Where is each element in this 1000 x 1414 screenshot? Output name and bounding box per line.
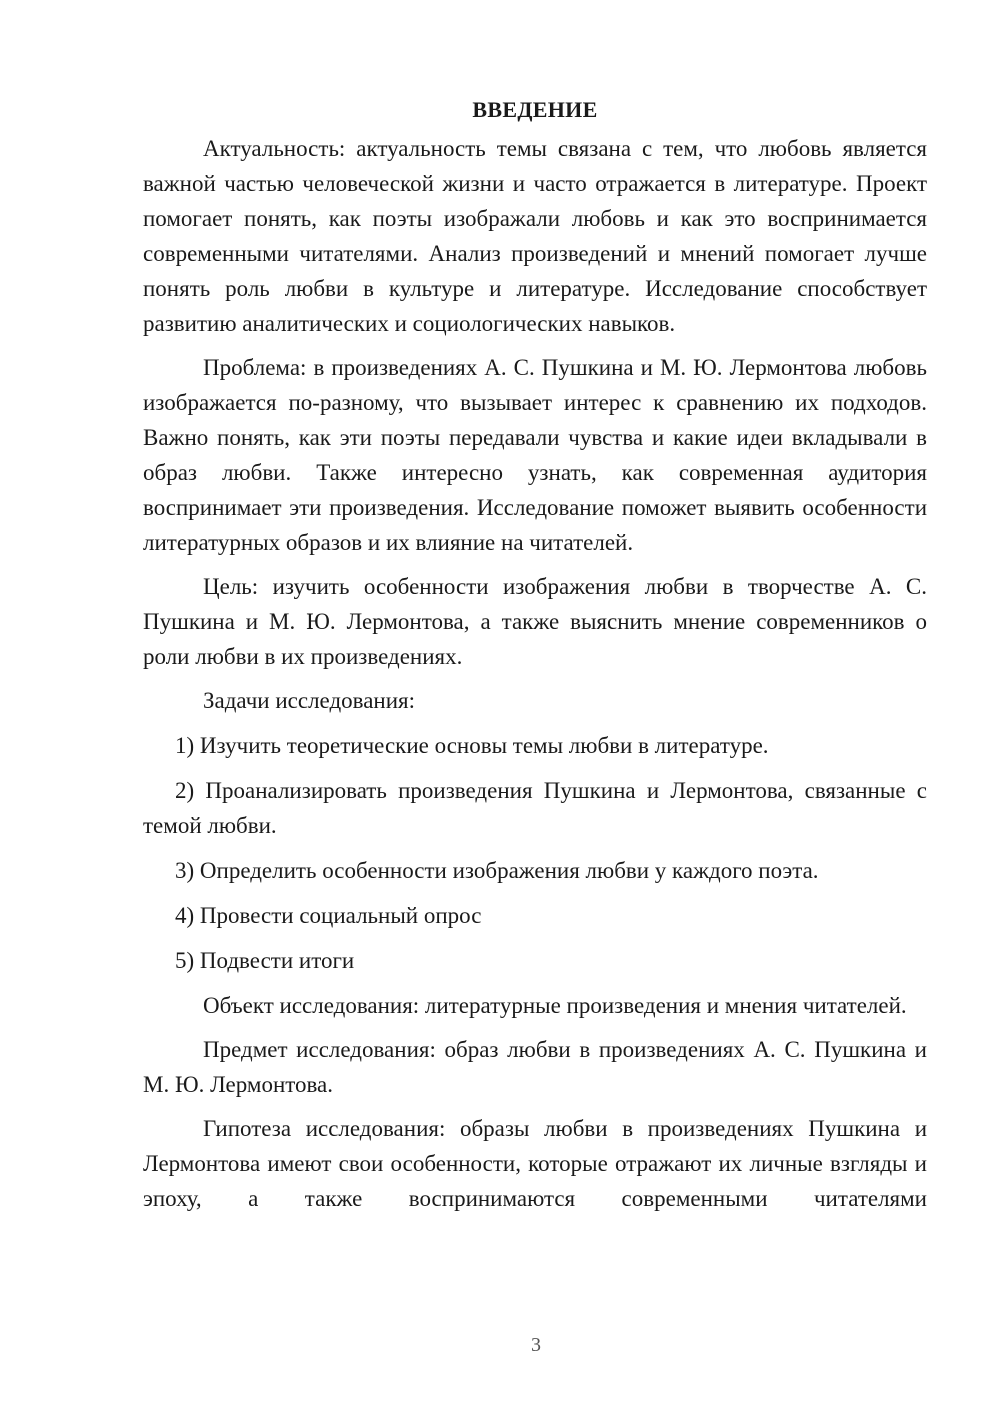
task-item: 3) Определить особенности изображения любви у каждого поэта. bbox=[175, 858, 819, 883]
relevance-paragraph: Актуальность: актуальность темы связана с тем, что любовь является важной частью человеческой жизни и часто отражается в литературе. Проект помогает понять, как поэты изображали любовь и как это воспринимается современными читателями. Анализ произведений и мнений помогает лучше понять роль любви в культуре и литературе. Исследование способствует развитию аналитических и социологических навыков. bbox=[143, 136, 927, 336]
tasks-list bbox=[143, 728, 927, 978]
goal-paragraph: Цель: изучить особенности изображения любви в творчестве А. С. Пушкина и М. Ю. Лермонтова, а также выяснить мнение современников о роли любви в их произведениях. bbox=[143, 574, 927, 669]
task-item: 5) Подвести итоги bbox=[175, 948, 355, 973]
task-item: 4) Провести социальный опрос bbox=[175, 903, 482, 928]
object-paragraph: Объект исследования: литературные произведения и мнения читателей. bbox=[203, 993, 907, 1018]
problem-paragraph: Проблема: в произведениях А. С. Пушкина и М. Ю. Лермонтова любовь изображается по-разному, что вызывает интерес к сравнению их подходов. Важно понять, как эти поэты передавали чувства и какие идеи вкладывали в образ любви. Также интересно узнать, как современная аудитория воспринимает эти произведения. Исследование поможет выявить особенности литературных образов и их влияние на читателей. bbox=[143, 355, 927, 555]
task-item: 1) Изучить теоретические основы темы любви в литературе. bbox=[175, 733, 769, 758]
page-number: 3 bbox=[531, 1334, 541, 1356]
task-item: 2) Проанализировать произведения Пушкина и Лермонтова, связанные с темой любви. bbox=[143, 778, 927, 838]
section-title: ВВЕДЕНИЕ bbox=[472, 97, 598, 122]
subject-paragraph: Предмет исследования: образ любви в произведениях А. С. Пушкина и М. Ю. Лермонтова. bbox=[143, 1037, 927, 1097]
hypothesis-paragraph: Гипотеза исследования: образы любви в произведениях Пушкина и Лермонтова имеют свои особенности, которые отражают их личные взгляды и эпоху, а также воспринимаются современными читателями bbox=[143, 1116, 927, 1211]
tasks-header: Задачи исследования: bbox=[203, 688, 416, 713]
page-content bbox=[143, 95, 927, 1216]
